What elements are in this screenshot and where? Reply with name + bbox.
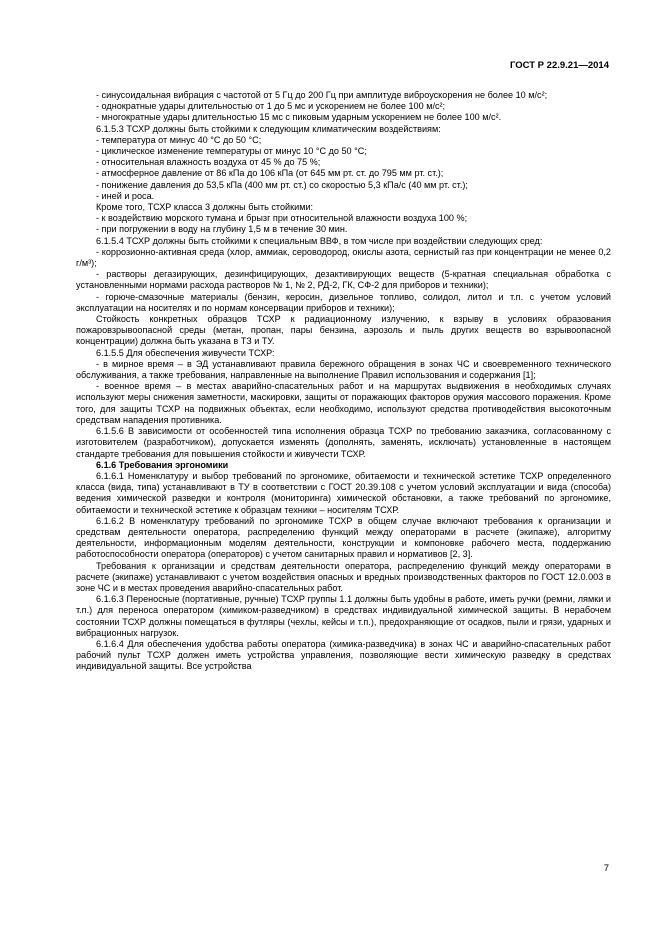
standard-header: ГОСТ Р 22.9.21—2014 <box>509 60 609 71</box>
document-body <box>76 90 611 673</box>
paragraph: Стойкость конкретных образцов ТСХР к радиационному излучению, к взрыву в условиях образования пожаровзрывоопасной среды (метан, пропан, пары бензина, аэрозоль и пыль других веществ во взрывоопасной концентрации) должна быть указана в ТЗ и ТУ. <box>76 314 611 347</box>
paragraph: - синусоидальная вибрация с частотой от 5 Гц до 200 Гц при амплитуде виброускорения не более 10 м/с²; <box>96 90 548 100</box>
paragraph: - многократные удары длительностью 15 мс с пиковым ударным ускорением не более 100 м/с². <box>96 112 502 123</box>
paragraph: 6.1.5.6 В зависимости от особенностей типа исполнения образца ТСХР по требованию заказчика, согласованному с изготовителем (разработчиком), допускается изменять (дополнять, заменять, исключать) установленные в настоящем стандарте требования для повышения стойкости и живучести ТСХР. <box>76 426 611 459</box>
paragraph: - однократные удары длительностью от 1 до 5 мс и ускорением не более 100 м/с²; <box>96 101 446 112</box>
paragraph: - атмосферное давление от 86 кПа до 106 кПа (от 645 мм рт. ст. до 795 мм рт. ст.); <box>96 168 444 179</box>
paragraph: 6.1.6.3 Переносные (портативные, ручные) ТСХР группы 1.1 должны быть удобны в работе, иметь ручки (ремни, лямки и т.п.) для переноса оператором (химиком-разведчиком) в средствах индивидуальной химической защиты. В нерабочем состоянии ТСХР должны помещаться в футляры (чехлы, кейсы и т.п.), предохраняющие от осадков, пыли и грязи, ударных и вибрационных нагрузок. <box>76 594 611 638</box>
section-heading: 6.1.6 Требования эргономики <box>96 459 229 470</box>
page-number: 7 <box>603 863 609 874</box>
paragraph: Требования к организации и средствам деятельности оператора, распределению функций между операторами в расчете (экипаже) устанавливают с учетом воздействия опасных и вредных производственных факторов по ГОСТ 12.0.003 в зоне ЧС и в местах проведения аварийно-спасательных работ. <box>76 560 611 593</box>
paragraph: 6.1.5.5 Для обеспечения живучести ТСХР: <box>96 347 275 358</box>
paragraph: 6.1.6.4 Для обеспечения удобства работы оператора (химика-разведчика) в зонах ЧС и аварийно-спасательных работ рабочий пульт ТСХР должен иметь устройства управления, позволяющие вести химическую разведку в средствах индивидуальной защиты. Все устройства <box>76 638 611 672</box>
paragraph: Кроме того, ТСХР класса 3 должны быть стойкими: <box>96 202 314 213</box>
paragraph: - к воздействию морского тумана и брызг при относительной влажности воздуха 100 %; <box>96 213 468 224</box>
paragraph: - циклическое изменение температуры от минус 10 °С до 50 °С; <box>96 146 367 157</box>
paragraph: 6.1.6.2 В номенклатуру требований по эргономике ТСХР в общем случае включают требования к организации и средствам деятельности оператора, распределению функций между операторами в расчете (экипаже), алгоритму деятельности, информационным моделям деятельности, конструкции и компоновке рабочего места, поддержанию работоспособности оператора (операторов) с учетом санитарных правил и нормативов [2, 3]. <box>76 515 611 560</box>
paragraph: - иней и роса. <box>96 190 155 201</box>
paragraph: 6.1.5.4 ТСХР должны быть стойкими к специальным ВВФ, в том числе при воздействии следующих сред: <box>96 235 543 246</box>
paragraph: - понижение давления до 53,5 кПа (400 мм рт. ст.) со скоростью 5,3 кПа/с (40 мм рт. ст.); <box>96 179 468 190</box>
paragraph: - при погружении в воду на глубину 1,5 м в течение 30 мин. <box>96 224 348 235</box>
paragraph: - температура от минус 40 °С до 50 °С; <box>96 134 262 145</box>
paragraph: - растворы дегазирующих, дезинфицирующих, дезактивирующих веществ (5-кратная специальная обработка с установленными нормами расхода растворов № 1, № 2, РД-2, ГК, СФ-2 для приборов и техники); <box>76 269 611 291</box>
paragraph: - в мирное время – в ЭД устанавливают правила бережного обращения в зонах ЧС и своевременного технического обслуживания, а также требования, направленные на выполнение Правил использования и содержания [1]; <box>76 358 611 381</box>
paragraph: 6.1.5.3 ТСХР должны быть стойкими к следующим климатическим воздействиям: <box>96 123 441 134</box>
paragraph: 6.1.6.1 Номенклатуру и выбор требований по эргономике, обитаемости и технической эстетике ТСХР определенного класса (вида, типа) устанавливают в ТУ в соответствии с ГОСТ 20.39.108 с учетом условий эксплуатации и вида (способа) ведения химической разведки и контроля (мониторинга) химической обстановки, а также требований по эргономике, обитаемости и технической эстетике к образцам техники – носителям ТСХР. <box>76 470 611 515</box>
paragraph: - горюче-смазочные материалы (бензин, керосин, дизельное топливо, солидол, литол и т.п. с учетом условий эксплуатации на носителях и по нормам консервации приборов и техники); <box>76 291 611 313</box>
paragraph: - коррозионно-активная среда (хлор, аммиак, сероводород, окислы азота, сернистый газ при концентрации не менее 0,2 г/м³); <box>76 246 611 269</box>
paragraph: - относительная влажность воздуха от 45 % до 75 %; <box>96 157 321 168</box>
paragraph: - военное время – в местах аварийно-спасательных работ и на маршрутах выдвижения в необходимых случаях используют меры снижения заметности, маскировки, защиты от поражающих факторов оружия массового поражения. Кроме того, для защиты ТСХР на подвижных объектах, если необходимо, используют средства противодействия высокоточным средствам нападения противника. <box>76 381 611 425</box>
